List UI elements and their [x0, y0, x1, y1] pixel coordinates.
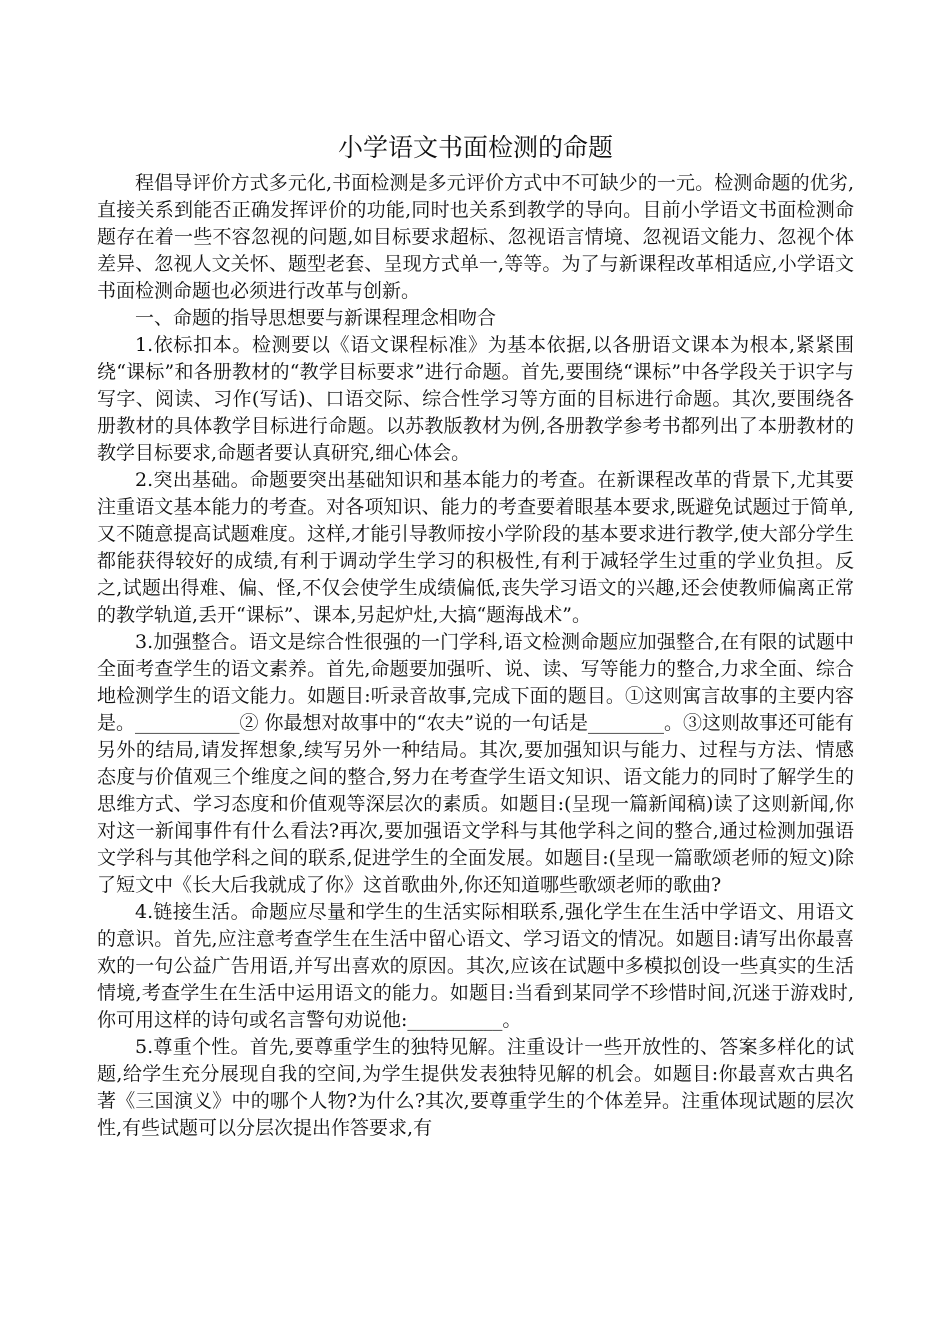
section-heading-1: 一、命题的指导思想要与新课程理念相吻合 [135, 307, 497, 329]
paragraph-3-jiaqiang-zhenghe: 3.加强整合。语文是综合性很强的一门学科,语文检测命题应加强整合,在有限的试题中全面考查学生的语文素养。首先,命题要加强听、说、读、写等能力的整合,力求全面、综合地检测学生的语文能力。如题目:听录音故事,完成下面的题目。①这则寓言故事的主要内容是。___________② 你最想对故事中的“农夫”说的一句话是________。③这则故事还可能有另外的结局,请发挥想象,续写另外一种结局。其次,要加强知识与能力、过程与方法、情感态度与价值观三个维度之间的整合,努力在考查学生语文知识、语文能力的同时了解学生的思维方式、学习态度和价值观等深层次的素质。如题目:(呈现一篇新闻稿)读了这则新闻,你对这一新闻事件有什么看法?再次,要加强语文学科与其他学科之间的整合,通过检测加强语文学科与其他学科之间的联系,促进学生的全面发展。如题目:(呈现一篇歌颂老师的短文)除了短文中《长大后我就成了你》这首歌曲外,你还知道哪些歌颂老师的歌曲? [97, 631, 854, 896]
intro-paragraph: 程倡导评价方式多元化,书面检测是多元评价方式中不可缺少的一元。检测命题的优劣,直接关系到能否正确发挥评价的功能,同时也关系到教学的导向。目前小学语文书面检测命题存在着一些不容忽视的问题,如目标要求超标、忽视语言情境、忽视语文能力、忽视个体差异、忽视人文关怀、题型老套、呈现方式单一,等等。为了与新课程改革相适应,小学语文书面检测命题也必须进行改革与创新。 [97, 172, 854, 302]
paragraph-1-yibiao-kouben: 1.依标扣本。检测要以《语文课程标准》为基本依据,以各册语文课本为根本,紧紧围绕“课标”和各册教材的“教学目标要求”进行命题。首先,要围绕“课标”中各学段关于识字与写字、阅读、习作(写话)、口语交际、综合性学习等方面的目标进行命题。其次,要围绕各册教材的具体教学目标进行命题。以苏教版教材为例,各册教学参考书都列出了本册教材的教学目标要求,命题者要认真研究,细心体会。 [97, 334, 854, 464]
paragraph-5-zunzhong-gexing: 5.尊重个性。首先,要尊重学生的独特见解。注重设计一些开放性的、答案多样化的试题,给学生充分展现自我的空间,为学生提供发表独特见解的机会。如题目:你最喜欢古典名著《三国演义》中的哪个人物?为什么?其次,要尊重学生的个体差异。注重体现试题的层次性,有些试题可以分层次提出作答要求,有 [97, 1036, 854, 1139]
document-title: 小学语文书面检测的命题 [337, 133, 613, 162]
paragraph-4-lianjie-shenghuo: 4.链接生活。命题应尽量和学生的生活实际相联系,强化学生在生活中学语文、用语文的意识。首先,应注意考查学生在生活中留心语文、学习语文的情况。如题目:请写出你最喜欢的一句公益广告用语,并写出喜欢的原因。其次,应该在试题中多模拟创设一些真实的生活情境,考查学生在生活中运用语文的能力。如题目:当看到某同学不珍惜时间,沉迷于游戏时,你可用这样的诗句或名言警句劝说他:__________。 [97, 901, 854, 1031]
paragraph-2-tuchu-jichu: 2.突出基础。命题要突出基础知识和基本能力的考查。在新课程改革的背景下,尤其要注重语文基本能力的考查。对各项知识、能力的考查要着眼基本要求,既避免试题过于简单,又不随意提高试题难度。这样,才能引导教师按小学阶段的基本要求进行教学,使大部分学生都能获得较好的成绩,有利于调动学生学习的积极性,有利于减轻学生过重的学业负担。反之,试题出得难、偏、怪,不仅会使学生成绩偏低,丧失学习语文的兴趣,还会使教师偏离正常的教学轨道,丢开“课标”、课本,另起炉灶,大搞“题海战术”。 [97, 469, 854, 626]
